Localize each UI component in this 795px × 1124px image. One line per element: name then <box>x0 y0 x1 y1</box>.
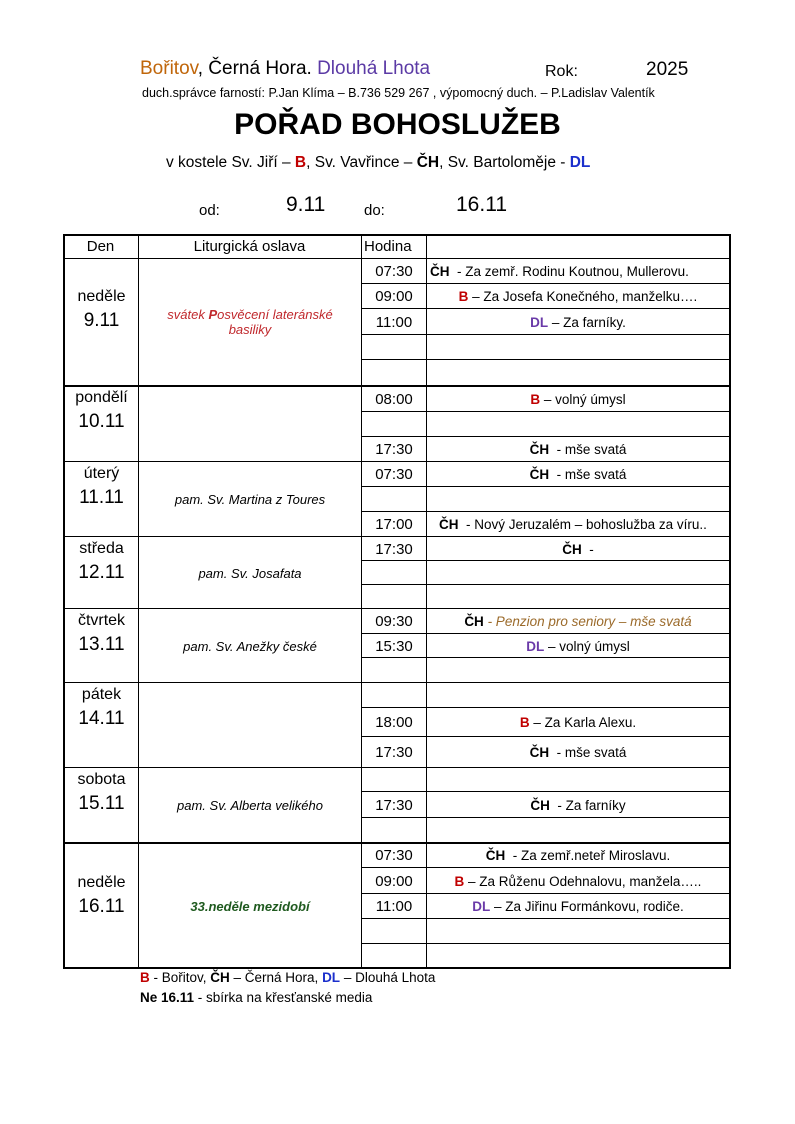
day-name: pondělí <box>75 389 128 406</box>
day-name: neděle <box>77 288 126 305</box>
churches-line: v kostele Sv. Jiří – B, Sv. Vavřince – ČH, Sv. Bartoloměje - DL <box>166 154 591 171</box>
day-name: neděle <box>77 874 126 891</box>
mass-intention <box>427 919 729 944</box>
day-name: úterý <box>83 465 120 482</box>
time-cell: 11:00 <box>375 898 413 915</box>
intention-text: – Za Josefa Konečného, manželku…. <box>468 289 698 304</box>
mass-intention <box>427 537 729 561</box>
day-date: 13.11 <box>78 634 125 655</box>
church-code: DL <box>530 314 549 330</box>
time-cell: 09:00 <box>375 288 413 305</box>
intention-text: - Nový Jeruzalém – bohoslužba za víru.. <box>458 517 707 532</box>
mass-intention <box>427 309 729 335</box>
church-code: B <box>519 715 530 730</box>
column-header <box>426 234 731 258</box>
day-cell <box>65 683 138 768</box>
church-code: DL <box>526 638 545 654</box>
church-code: B <box>454 873 465 889</box>
time-cell <box>362 487 426 512</box>
mass-intention <box>427 462 729 487</box>
time-cell: 17:30 <box>375 441 413 458</box>
day-date: 10.11 <box>78 411 125 432</box>
legend: B - Bořitov, ČH – Černá Hora, DL – Dlouhá Lhota <box>140 970 436 985</box>
day-date: 9.11 <box>83 310 120 331</box>
church-code: ČH <box>439 517 459 532</box>
parish-names: Bořitov, Černá Hora. Dlouhá Lhota <box>140 58 431 79</box>
time-cell: 18:00 <box>375 714 413 731</box>
day-date: 15.11 <box>78 793 125 814</box>
mass-intention <box>427 944 729 969</box>
intention-text: – Za Karla Alexu. <box>529 715 637 730</box>
mass-intention <box>427 386 729 412</box>
church-code: ČH <box>485 848 506 863</box>
mass-intention <box>427 658 729 683</box>
mass-intention <box>427 818 729 843</box>
day-date: 11.11 <box>79 487 124 508</box>
mass-intention <box>427 737 729 768</box>
day-cell <box>65 609 138 683</box>
church-code: B <box>530 391 541 407</box>
time-cell <box>362 335 426 360</box>
day-date: 16.11 <box>78 896 125 917</box>
mass-intention <box>427 634 729 658</box>
feast-cell: pam. Sv. Alberta velikého <box>177 798 323 813</box>
day-name: pátek <box>81 686 122 703</box>
time-cell <box>362 683 426 708</box>
day-cell <box>65 386 138 462</box>
feast-cell: pam. Sv. Josafata <box>198 565 302 581</box>
village-boritov: Bořitov <box>140 58 198 79</box>
mass-intention <box>427 843 729 868</box>
time-cell: 09:00 <box>375 872 413 890</box>
mass-intention <box>427 792 729 818</box>
church-code: ČH <box>529 467 550 482</box>
day-cell <box>65 843 138 969</box>
time-cell: 17:30 <box>375 796 413 814</box>
village-dlouha-lhota: Dlouhá Lhota <box>317 58 431 79</box>
feast-cell <box>139 683 361 768</box>
mass-intention <box>427 868 729 894</box>
intention-text: - mše svatá <box>549 467 627 482</box>
intention-text: - <box>581 541 594 557</box>
mass-intention <box>427 683 729 708</box>
column-header: Den <box>86 237 115 255</box>
mass-intention <box>427 360 729 386</box>
church-code: ČH <box>529 745 550 760</box>
church-code: ČH <box>530 797 550 813</box>
mass-intention <box>427 609 729 634</box>
mass-intention <box>427 561 729 585</box>
time-cell <box>362 919 426 944</box>
feast-cell: pam. Sv. Anežky české <box>183 638 317 654</box>
day-name: sobota <box>77 771 126 788</box>
village-cerna-hora: Černá Hora <box>208 58 307 79</box>
time-cell: 17:30 <box>375 744 413 761</box>
day-date: 14.11 <box>78 708 125 729</box>
time-cell: 08:00 <box>375 390 413 408</box>
intention-text: - mše svatá <box>549 442 627 457</box>
schedule-table <box>63 234 731 969</box>
clergy-line: duch.správce farností: P.Jan Klíma – B.736 529 267 , výpomocný duch. – P.Ladislav Valentík <box>142 86 655 100</box>
time-cell <box>362 658 426 683</box>
mass-intention <box>427 512 741 537</box>
mass-intention <box>427 437 729 462</box>
intention-text: – Za farníky. <box>548 314 626 330</box>
mass-intention <box>427 335 729 360</box>
time-cell <box>362 360 426 386</box>
church-code: ČH <box>562 541 582 557</box>
intention-text: - Za farníky <box>549 797 626 813</box>
day-cell <box>65 768 138 843</box>
day-cell <box>65 537 138 609</box>
intention-text: – Za Jiřinu Formánkovu, rodiče. <box>490 899 684 914</box>
feast-cell: svátek Posvěcení lateránské basiliky <box>167 307 333 337</box>
intention-text: - Penzion pro seniory – mše svatá <box>483 614 692 629</box>
time-cell <box>362 561 426 585</box>
time-cell: 17:00 <box>375 516 413 533</box>
time-cell <box>362 412 426 437</box>
intention-text: – Za Růženu Odehnalovu, manžela….. <box>464 873 702 889</box>
intention-text: – volný úmysl <box>544 638 630 654</box>
mass-intention <box>427 708 729 737</box>
column-header: Hodina <box>364 237 412 255</box>
church-code: B <box>458 289 469 304</box>
time-cell <box>362 768 426 792</box>
day-name: čtvrtek <box>77 612 126 629</box>
mass-intention <box>427 284 729 309</box>
feast-cell: pam. Sv. Martina z Toures <box>174 492 326 507</box>
to-date: 16.11 <box>456 193 507 216</box>
church-code: ČH <box>430 264 450 279</box>
mass-intention <box>427 412 729 437</box>
time-cell <box>362 818 426 843</box>
year-label: Rok: <box>545 63 578 80</box>
day-date: 12.11 <box>78 562 125 583</box>
intention-text: – volný úmysl <box>540 391 626 407</box>
time-cell <box>362 944 426 969</box>
time-cell: 11:00 <box>375 313 413 331</box>
feast-cell: 33.neděle mezidobí <box>190 898 310 914</box>
time-cell: 09:30 <box>375 613 413 630</box>
mass-intention <box>427 768 729 792</box>
collection-note: Ne 16.11 - sbírka na křesťanské media <box>140 990 373 1005</box>
day-cell <box>65 259 138 386</box>
column-header: Liturgická oslava <box>193 237 306 255</box>
time-cell: 15:30 <box>375 637 413 655</box>
intention-text: - Za zemř. Rodinu Koutnou, Mullerovu. <box>449 264 689 279</box>
time-cell: 07:30 <box>375 466 413 483</box>
page-title: POŘAD BOHOSLUŽEB <box>234 108 561 141</box>
church-code: DL <box>472 899 491 914</box>
table-border <box>729 234 731 969</box>
church-code: ČH <box>464 614 484 629</box>
from-label: od: <box>199 202 220 219</box>
time-cell: 17:30 <box>375 540 413 558</box>
mass-intention <box>427 487 729 512</box>
intention-text: - Za zemř.neteř Miroslavu. <box>505 848 671 863</box>
to-label: do: <box>364 202 385 219</box>
time-cell: 07:30 <box>375 847 413 864</box>
feast-cell <box>139 386 361 462</box>
year-value: 2025 <box>646 59 689 80</box>
time-cell <box>362 585 426 609</box>
church-code: ČH <box>529 442 550 457</box>
mass-intention <box>427 259 732 284</box>
table-border <box>63 234 731 236</box>
time-cell: 07:30 <box>375 263 413 280</box>
day-cell <box>65 462 138 537</box>
mass-intention <box>427 585 729 609</box>
from-date: 9.11 <box>286 193 326 216</box>
intention-text: - mše svatá <box>549 745 627 760</box>
day-name: středa <box>79 540 124 557</box>
mass-intention <box>427 894 729 919</box>
